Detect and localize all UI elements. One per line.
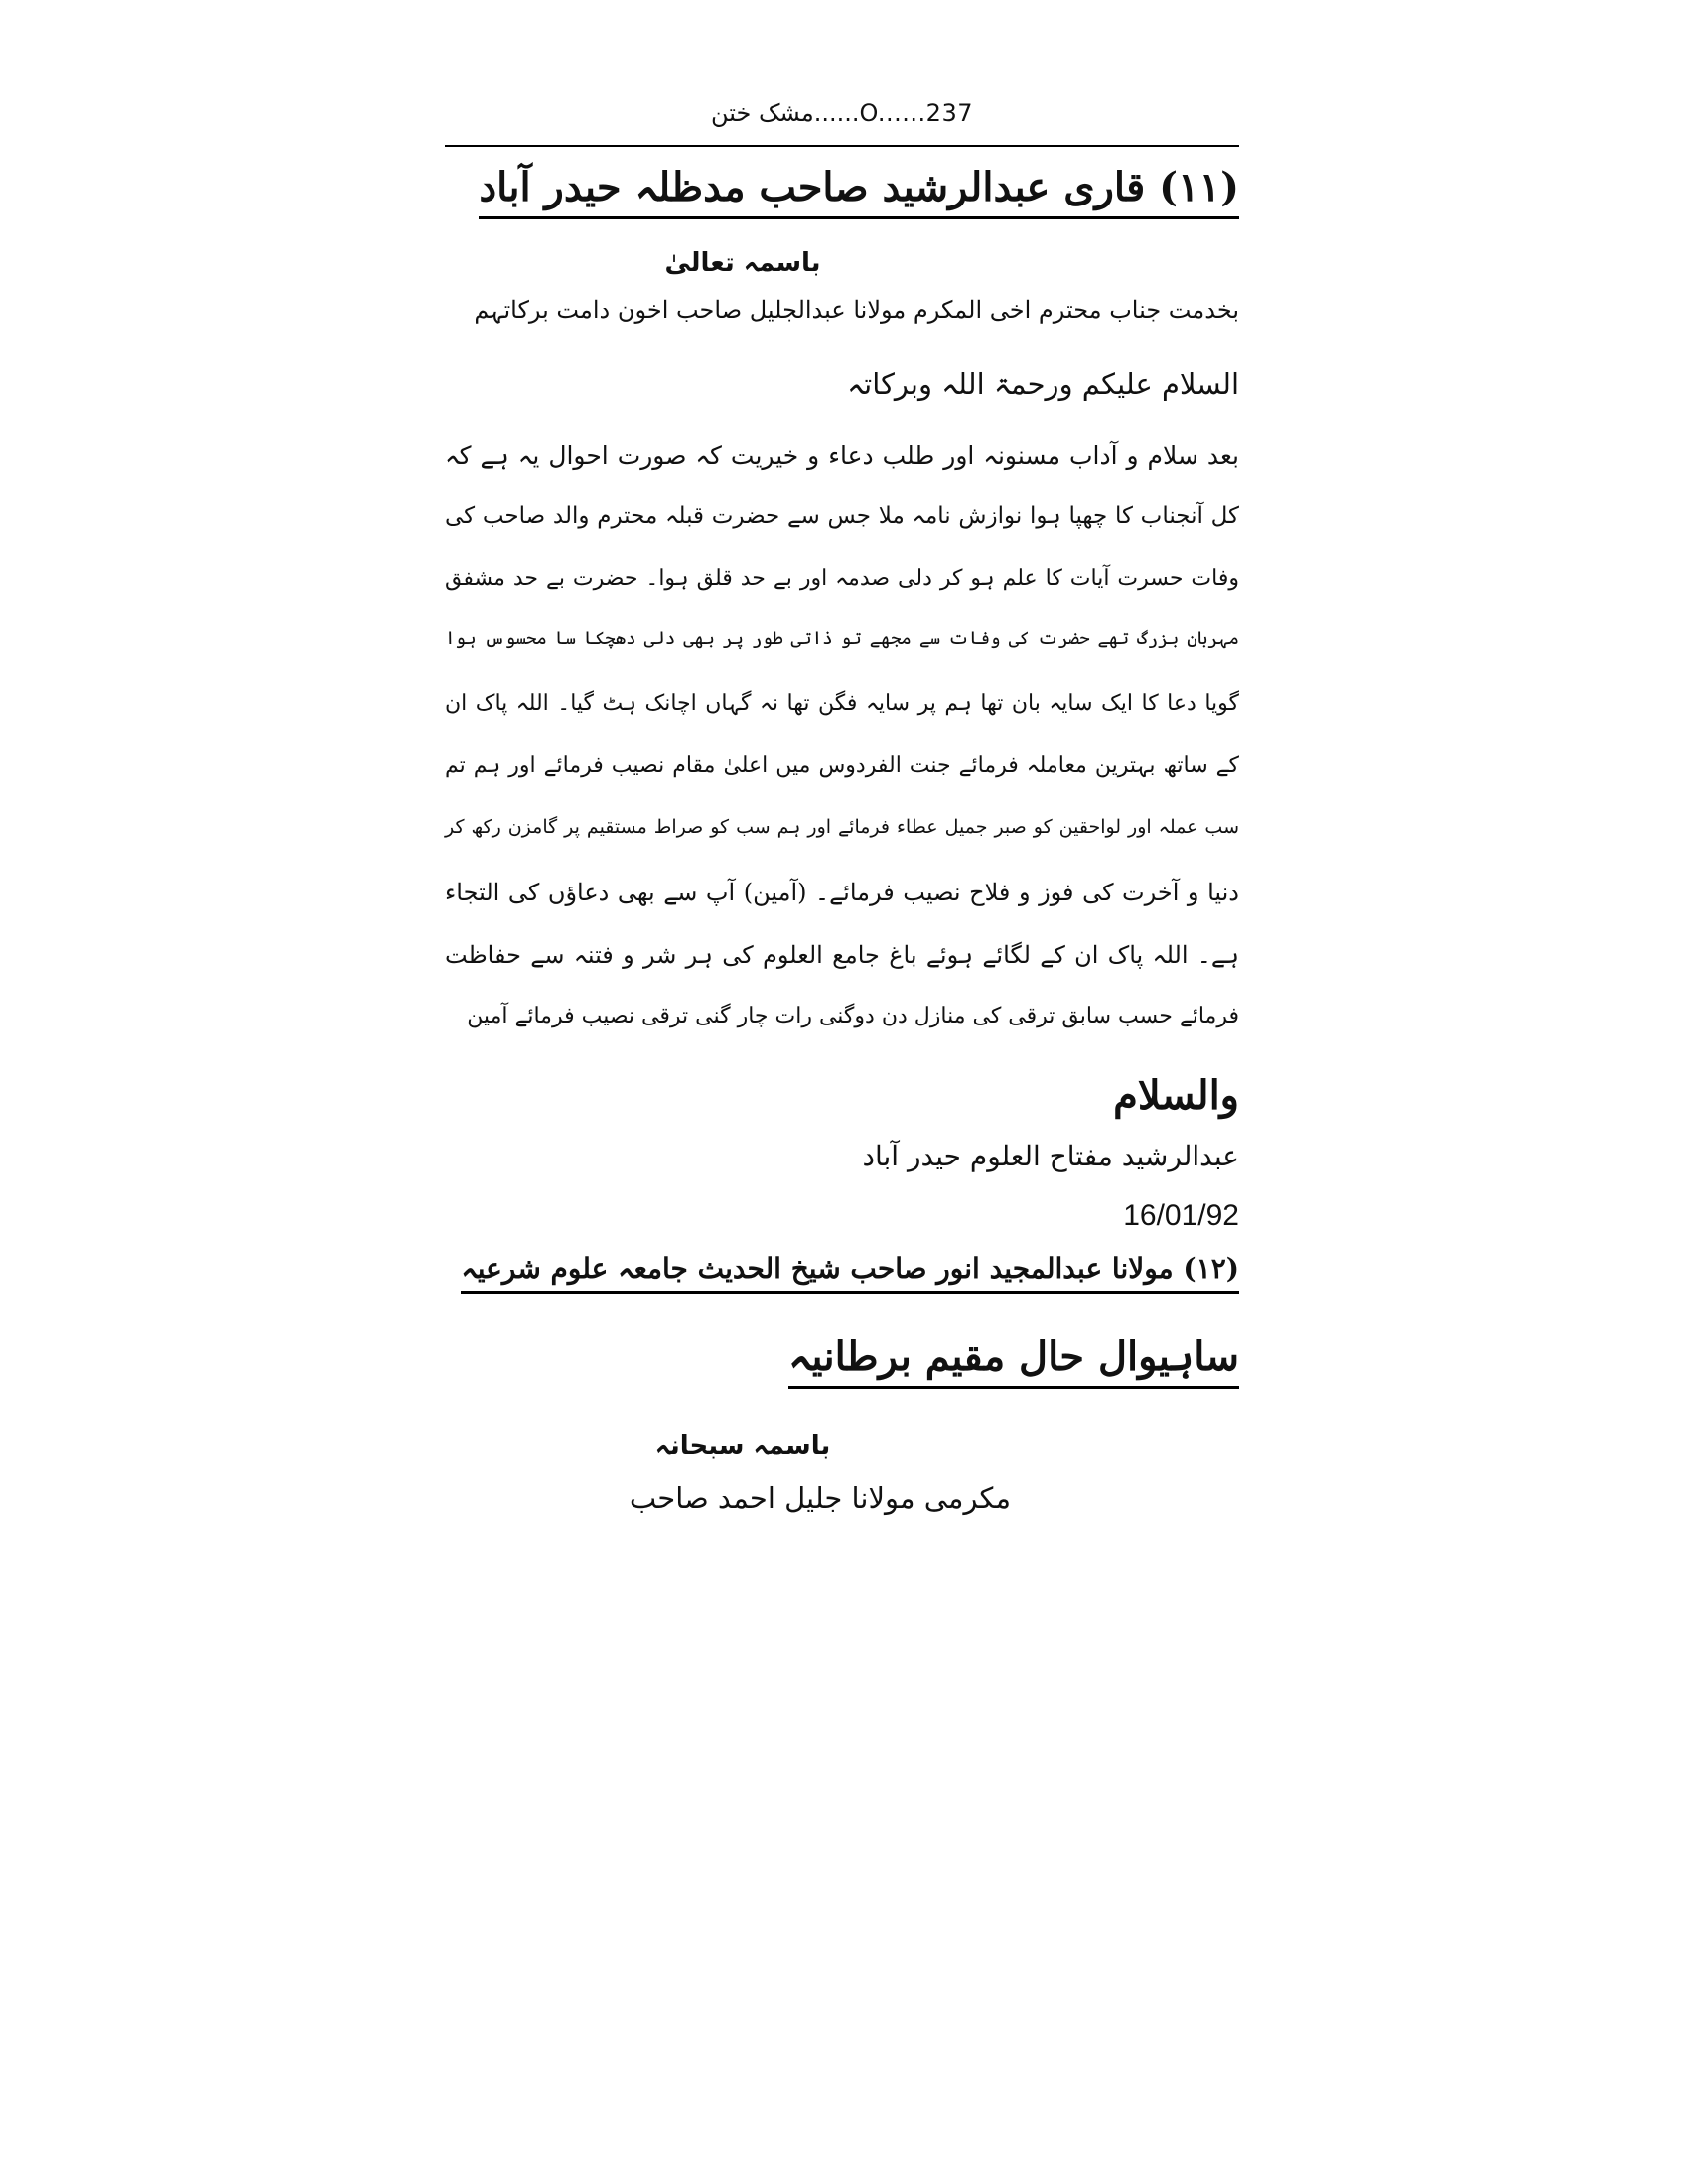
signature: عبدالرشید مفتاح العلوم حیدر آباد [862,1140,1239,1172]
body-line: کل آنجناب کا چھپا ہوا نوازش نامہ ملا جس سے حضرت قبلہ محترم والد صاحب کی [445,503,1239,529]
section-11-address: بخدمت جناب محترم اخی المکرم مولانا عبدالجلیل صاحب اخون دامت برکاتہم [474,296,1239,324]
section-12-salutation: مکرمی مولانا جلیل احمد صاحب [629,1481,1011,1515]
section-12-heading-line2: ساہیوال حال مقیم برطانیہ [788,1334,1239,1389]
running-header: مشک ختن......O......237 [710,99,973,127]
body-line: ہے۔ اللہ پاک ان کے لگائے ہوئے باغ جامع العلوم کی ہر شر و فتنہ سے حفاظت [445,941,1239,969]
body-line: فرمائے حسب سابق ترقی کی منازل دن دوگنی رات چار گنی ترقی نصیب فرمائے آمین [467,1004,1239,1028]
body-line: گویا دعا کا ایک سایہ بان تھا ہم پر سایہ فگن تھا نہ گہاں اچانک ہٹ گیا۔ اللہ پاک ان [445,691,1239,716]
body-line: کے ساتھ بہترین معاملہ فرمائے جنت الفردوس میں اعلیٰ مقام نصیب فرمائے اور ہم تم [445,753,1239,778]
closing-wassalam: والسلام [1113,1072,1239,1119]
body-line: دنیا و آخرت کی فوز و فلاح نصیب فرمائے۔ (آمین) آپ سے بھی دعاؤں کی التجاء [445,879,1239,906]
body-line: مہربان بزرگ تھے حضرت کی وفات سے مجھے تو ذاتی طور پر بھی دلی دھچکا سا محسوس ہوا [445,628,1239,649]
body-line: وفات حسرت آیات کا علم ہو کر دلی صدمہ اور بے حد قلق ہوا۔ حضرت بے حد مشفق [445,566,1239,591]
letter-date: 16/01/92 [1123,1199,1239,1232]
body-line: سب عملہ اور لواحقین کو صبر جمیل عطاء فرمائے اور ہم سب کو صراط مستقیم پر گامزن رکھ کر [445,816,1239,838]
body-line: بعد سلام و آداب مسنونہ اور طلب دعاء و خیریت کہ صورت احوال یہ ہے کہ [445,441,1239,470]
section-12-bismillah: باسمہ سبحانہ [654,1432,831,1461]
section-11-heading: (۱۱) قاری عبدالرشید صاحب مدظلہ حیدر آباد [479,165,1239,219]
section-11-bismillah: باسمہ تعالیٰ [664,248,821,278]
page-column [445,0,1239,2184]
header-rule [445,145,1239,147]
section-12-heading-line1: (۱۲) مولانا عبدالمجید انور صاحب شیخ الحدیث جامعہ علوم شرعیہ [461,1253,1239,1294]
section-11-greeting: السلام علیکم ورحمۃ اللہ وبرکاتہ [847,367,1239,401]
